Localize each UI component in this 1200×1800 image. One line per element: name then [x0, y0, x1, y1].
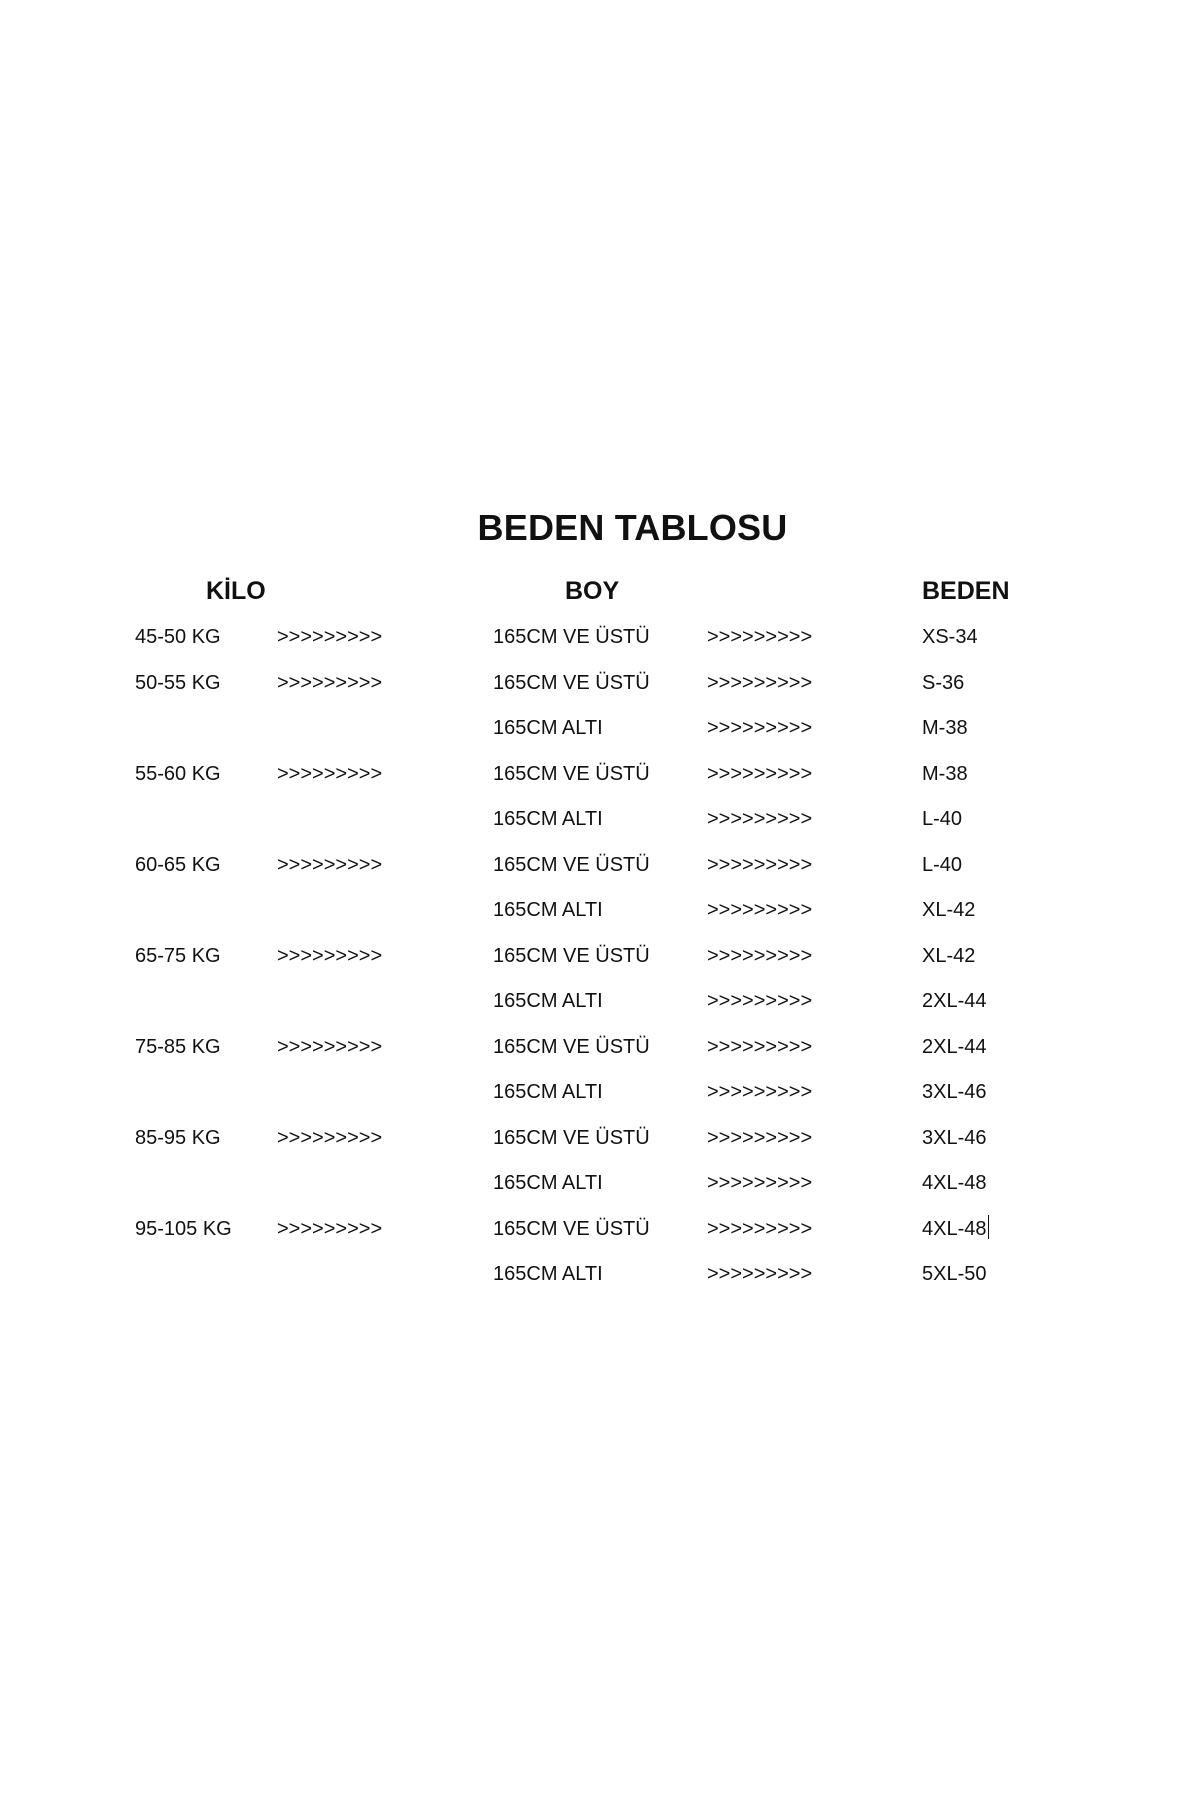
- beden-cell: 5XL-50: [922, 1263, 987, 1285]
- arrow-cell: >>>>>>>>>: [707, 1217, 813, 1240]
- kilo-cell: 85-95 KG: [135, 1126, 221, 1149]
- table-row: [0, 1259, 1200, 1305]
- arrow-cell: >>>>>>>>>: [277, 1126, 383, 1149]
- table-row: [0, 1123, 1200, 1169]
- boy-cell: 165CM VE ÜSTÜ: [493, 626, 650, 648]
- beden-cell: M-38: [922, 762, 968, 785]
- beden-cell: XS-34: [922, 626, 978, 648]
- boy-cell: 165CM ALTI: [493, 899, 603, 921]
- table-row: [0, 1077, 1200, 1123]
- arrow-cell: >>>>>>>>>: [707, 1081, 813, 1103]
- beden-cell: 2XL-44: [922, 1035, 987, 1058]
- arrow-cell: >>>>>>>>>: [277, 853, 383, 876]
- beden-cell: M-38: [922, 717, 968, 739]
- arrow-cell: >>>>>>>>>: [707, 944, 813, 967]
- beden-cell: 4XL-48: [922, 1172, 987, 1194]
- table-row: [0, 759, 1200, 805]
- arrow-cell: >>>>>>>>>: [707, 671, 813, 694]
- table-row: [0, 1032, 1200, 1078]
- page-title: BEDEN TABLOSU: [477, 507, 788, 548]
- arrow-cell: >>>>>>>>>: [707, 762, 813, 785]
- table-row: [0, 1214, 1200, 1260]
- beden-cell: S-36: [922, 671, 965, 694]
- kilo-cell: 50-55 KG: [135, 671, 221, 694]
- table-row: [0, 668, 1200, 714]
- header-kilo: KİLO: [206, 577, 266, 605]
- table-row: [0, 1168, 1200, 1214]
- kilo-cell: 60-65 KG: [135, 853, 221, 876]
- kilo-cell: 75-85 KG: [135, 1035, 221, 1058]
- table-row: [0, 713, 1200, 759]
- boy-cell: 165CM VE ÜSTÜ: [493, 944, 650, 967]
- arrow-cell: >>>>>>>>>: [277, 1035, 383, 1058]
- kilo-cell: 95-105 KG: [135, 1217, 232, 1240]
- beden-cell: 3XL-46: [922, 1081, 987, 1103]
- arrow-cell: >>>>>>>>>: [707, 853, 813, 876]
- beden-cell: 3XL-46: [922, 1126, 987, 1149]
- boy-cell: 165CM VE ÜSTÜ: [493, 762, 650, 785]
- arrow-cell: >>>>>>>>>: [707, 626, 813, 648]
- table-row: [0, 895, 1200, 941]
- beden-cell: L-40: [922, 853, 963, 876]
- arrow-cell: >>>>>>>>>: [707, 899, 813, 921]
- arrow-cell: >>>>>>>>>: [277, 762, 383, 785]
- arrow-cell: >>>>>>>>>: [277, 626, 383, 648]
- boy-cell: 165CM VE ÜSTÜ: [493, 1217, 650, 1240]
- arrow-cell: >>>>>>>>>: [277, 1217, 383, 1240]
- arrow-cell: >>>>>>>>>: [707, 1172, 813, 1194]
- arrow-cell: >>>>>>>>>: [707, 1263, 813, 1285]
- beden-cell: L-40: [922, 808, 963, 830]
- boy-cell: 165CM ALTI: [493, 717, 603, 739]
- boy-cell: 165CM ALTI: [493, 990, 603, 1012]
- boy-cell: 165CM VE ÜSTÜ: [493, 853, 650, 876]
- table-row: [0, 850, 1200, 896]
- boy-cell: 165CM VE ÜSTÜ: [493, 1035, 650, 1058]
- table-row: [0, 804, 1200, 850]
- arrow-cell: >>>>>>>>>: [707, 1126, 813, 1149]
- arrow-cell: >>>>>>>>>: [277, 944, 383, 967]
- beden-cell: 2XL-44: [922, 990, 987, 1012]
- kilo-cell: 65-75 KG: [135, 944, 221, 967]
- header-boy: BOY: [565, 577, 620, 605]
- arrow-cell: >>>>>>>>>: [707, 990, 813, 1012]
- boy-cell: 165CM VE ÜSTÜ: [493, 671, 650, 694]
- boy-cell: 165CM ALTI: [493, 808, 603, 830]
- boy-cell: 165CM VE ÜSTÜ: [493, 1126, 650, 1149]
- arrow-cell: >>>>>>>>>: [707, 717, 813, 739]
- table-row: [0, 622, 1200, 668]
- boy-cell: 165CM ALTI: [493, 1263, 603, 1285]
- arrow-cell: >>>>>>>>>: [707, 1035, 813, 1058]
- header-beden: BEDEN: [922, 577, 1010, 605]
- table-row: [0, 941, 1200, 987]
- beden-cell: XL-42: [922, 944, 976, 967]
- text-caret: [988, 1215, 989, 1239]
- boy-cell: 165CM ALTI: [493, 1172, 603, 1194]
- boy-cell: 165CM ALTI: [493, 1081, 603, 1103]
- arrow-cell: >>>>>>>>>: [277, 671, 383, 694]
- beden-cell: 4XL-48: [922, 1214, 989, 1244]
- kilo-cell: 45-50 KG: [135, 626, 221, 648]
- beden-cell: XL-42: [922, 899, 976, 921]
- table-row: [0, 986, 1200, 1032]
- arrow-cell: >>>>>>>>>: [707, 808, 813, 830]
- size-table: [0, 622, 1200, 1305]
- kilo-cell: 55-60 KG: [135, 762, 221, 785]
